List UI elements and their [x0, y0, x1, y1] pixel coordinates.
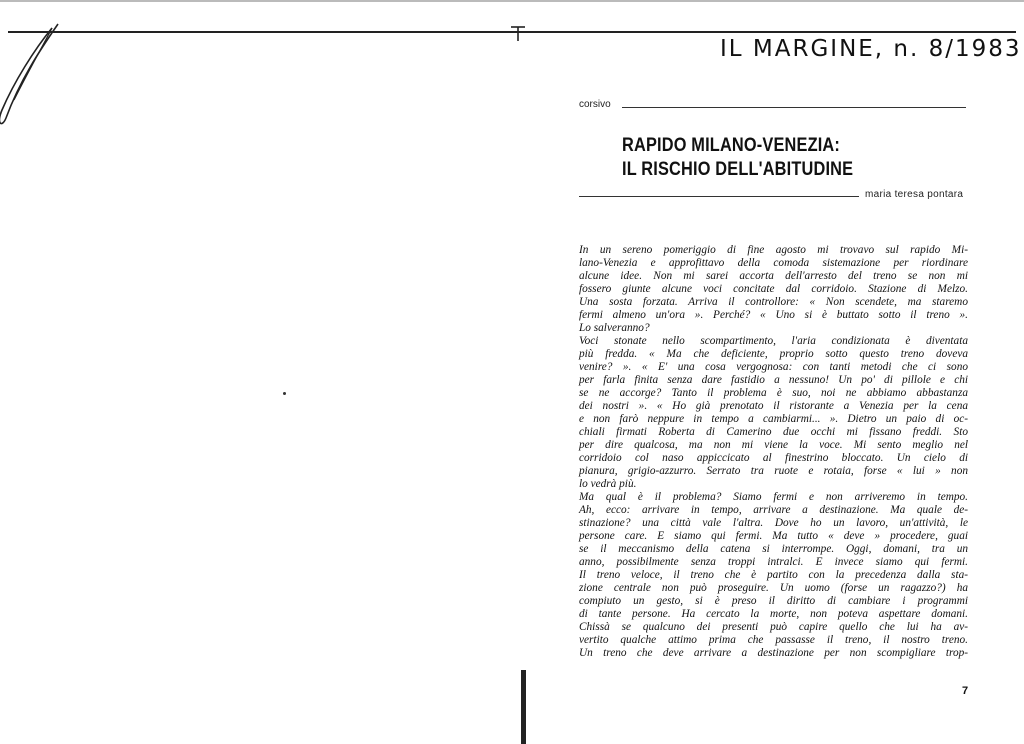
article-author: maria teresa pontara: [865, 189, 964, 200]
section-rule: [622, 107, 966, 108]
body-line: Voci stonate nello scompartimento, l'aria condizionata è diventata: [579, 335, 968, 347]
body-line: compiuto un gesto, si è preso il diritto di cambiare i programmi: [579, 595, 968, 607]
body-line: corridoio col naso appiccicato al finestrino bloccato. Un cielo di: [579, 452, 968, 464]
body-line: se il meccanismo della catena si interrompe. Oggi, domani, tra un: [579, 543, 968, 555]
body-line: e non farò neppure in tempo a cambiarmi... ». Dietro un paio di oc-: [579, 413, 968, 425]
staple-mark-icon: [511, 26, 525, 42]
body-line: fermi almeno un'ora ». Perché? « Uno si è buttato sotto il treno ».: [579, 309, 968, 321]
body-line: più fredda. « Ma che deficiente, proprio sotto questo treno doveva: [579, 348, 968, 360]
body-line: se ne accorge? Tanto il problema è suo, noi ne abbiamo abbastanza: [579, 387, 968, 399]
body-line: lano-Venezia e approfittavo della comoda sistemazione per riordinare: [579, 257, 968, 269]
body-line: In un sereno pomeriggio di fine agosto mi trovavo sul rapido Mi-: [579, 244, 968, 256]
gutter-shadow: [521, 670, 526, 744]
body-line: alcune idee. Non mi sarei accorta dell'arresto del treno se non mi: [579, 270, 968, 282]
body-line: fossero giunte alcune voci concitate dal corridoio. Stazione di Melzo.: [579, 283, 968, 295]
author-rule: [579, 196, 859, 197]
body-line: Chissà se qualcuno dei presenti può capire quello che lui ha av-: [579, 621, 968, 633]
body-line: pianura, grigio-azzurro. Serrato tra ruote e rotaia, forse « lui » non: [579, 465, 968, 477]
body-line: per dire qualcosa, ma non mi viene la voce. Mi sento meglio nel: [579, 439, 968, 451]
headline-line: RAPIDO MILANO-VENEZIA:: [622, 135, 841, 156]
body-line: per farla finita senza dare fastidio a nessuno! Un po' di pillole e chi: [579, 374, 968, 386]
body-line: Ah, ecco: arrivare in tempo, arrivare a destinazione. Ma quale de-: [579, 504, 968, 516]
headline-line: IL RISCHIO DELL'ABITUDINE: [622, 159, 854, 180]
article-body: [579, 244, 968, 660]
body-line: venire? ». « E' una cosa vergognosa: con tanti metodi che ci sono: [579, 361, 968, 373]
handwritten-citation: IL MARGINE, n. 8/1983: [720, 36, 1022, 62]
body-line: lo vedrà più.: [579, 478, 637, 490]
paper-clip-icon: [0, 20, 70, 130]
body-line: zione centrale non può proseguire. Un uomo (forse un ragazzo?) ha: [579, 582, 968, 594]
body-line: Una sosta forzata. Arriva il controllore: « Non scendete, ma staremo: [579, 296, 968, 308]
body-line: di tante persone. Ha cercato la morte, non poteva aspettare domani.: [579, 608, 968, 620]
section-label: corsivo: [579, 99, 611, 110]
body-line: anno, possibilmente senza troppi intralci. E invece siamo qui fermi.: [579, 556, 968, 568]
body-line: dei nostri ». « Ho già prenotato il ristorante a Venezia per la cena: [579, 400, 968, 412]
scan-speck: [283, 392, 286, 395]
body-line: chiali firmati Roberta di Camerino due occhi mi fissano freddi. Sto: [579, 426, 968, 438]
body-line: Un treno che deve arrivare a destinazione per non scompigliare trop-: [579, 647, 968, 659]
body-line: Lo salveranno?: [579, 322, 650, 334]
body-line: stinazione? una città vale l'altra. Dove ho un lavoro, un'attività, le: [579, 517, 968, 529]
body-line: Ma qual è il problema? Siamo fermi e non arriveremo in tempo.: [579, 491, 968, 503]
article-headline: [622, 134, 932, 182]
body-line: persone care. E siamo qui fermi. Ma tutto « deve » procedere, guai: [579, 530, 968, 542]
body-line: vertito qualche attimo prima che passasse il treno, il nostro treno.: [579, 634, 968, 646]
page-number: 7: [962, 685, 969, 697]
body-line: Il treno veloce, il treno che è partito con la precedenza dalla sta-: [579, 569, 968, 581]
